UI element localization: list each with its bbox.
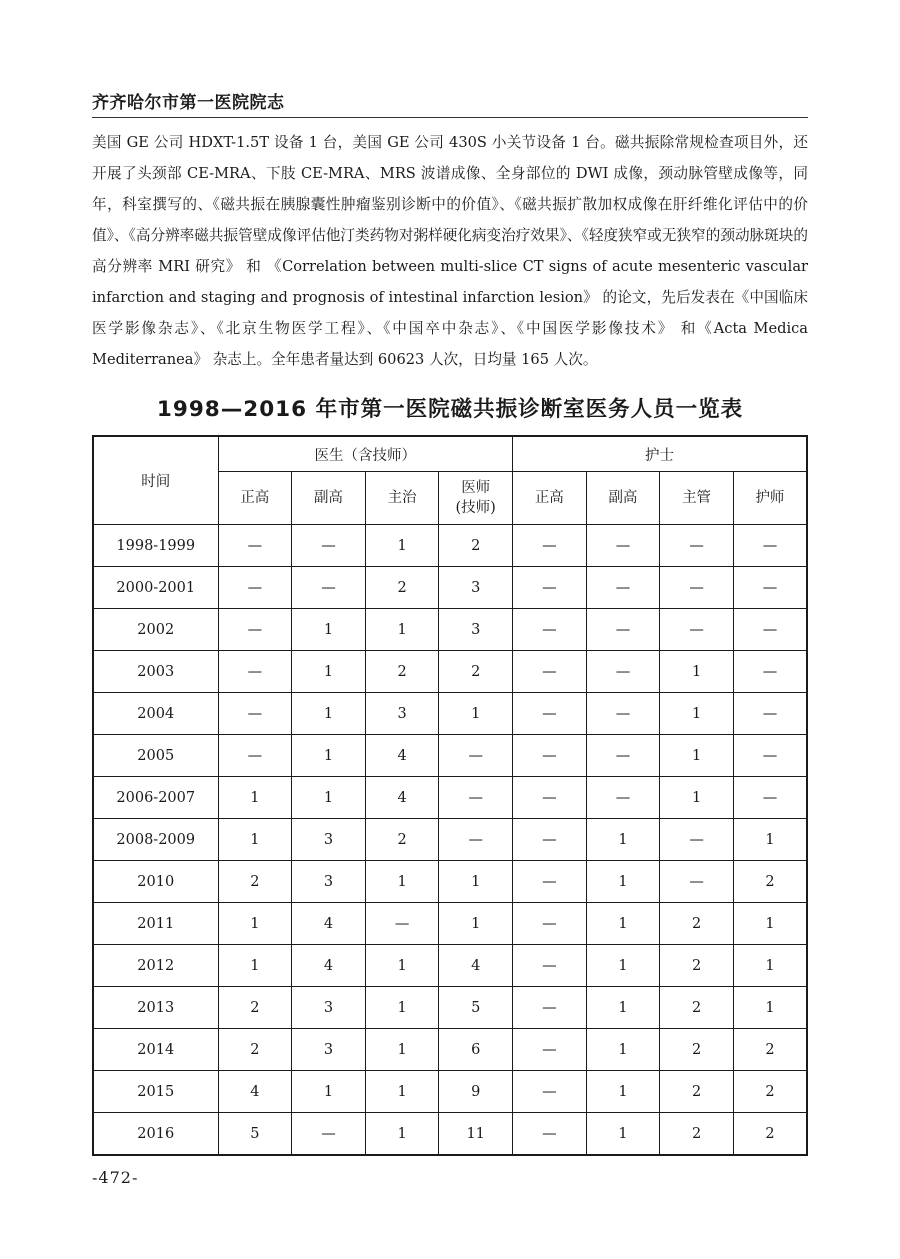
header-doctor-associate: 副高: [292, 472, 366, 525]
table-cell-count: 6: [439, 1029, 513, 1071]
table-cell-count: —: [292, 567, 366, 609]
staff-table: [92, 435, 808, 1156]
table-cell-period: 2002: [93, 609, 218, 651]
table-cell-count: 1: [733, 987, 807, 1029]
table-cell-count: 1: [586, 1113, 660, 1156]
table-cell-count: —: [292, 525, 366, 567]
table-cell-count: —: [218, 609, 292, 651]
table-cell-count: 2: [660, 1029, 734, 1071]
table-cell-period: 2012: [93, 945, 218, 987]
table-cell-count: 1: [292, 777, 366, 819]
table-cell-count: 1: [292, 735, 366, 777]
table-cell-count: —: [733, 525, 807, 567]
table-cell-count: 2: [218, 861, 292, 903]
table-cell-count: —: [513, 609, 587, 651]
table-cell-count: —: [513, 693, 587, 735]
table-cell-count: —: [733, 735, 807, 777]
table-cell-count: 1: [292, 609, 366, 651]
table-cell-count: —: [218, 525, 292, 567]
table-cell-count: —: [660, 861, 734, 903]
table-cell-count: 1: [733, 945, 807, 987]
header-doctor-senior: 正高: [218, 472, 292, 525]
table-cell-count: —: [513, 735, 587, 777]
table-cell-count: 4: [365, 777, 439, 819]
table-cell-count: 4: [439, 945, 513, 987]
table-cell-period: 2016: [93, 1113, 218, 1156]
table-cell-count: 1: [365, 609, 439, 651]
table-cell-count: 1: [586, 1029, 660, 1071]
table-cell-count: 1: [586, 861, 660, 903]
table-cell-period: 2014: [93, 1029, 218, 1071]
table-cell-count: 1: [218, 777, 292, 819]
table-row: [93, 819, 807, 861]
table-row: [93, 1029, 807, 1071]
table-cell-count: 3: [439, 609, 513, 651]
table-cell-count: 1: [733, 903, 807, 945]
table-cell-count: 1: [365, 945, 439, 987]
table-cell-count: 1: [586, 903, 660, 945]
table-cell-count: —: [586, 693, 660, 735]
table-cell-count: —: [513, 819, 587, 861]
header-doctor-physician: 医师 (技师): [439, 472, 513, 525]
table-cell-count: 2: [660, 987, 734, 1029]
table-cell-period: 2011: [93, 903, 218, 945]
table-cell-count: —: [660, 819, 734, 861]
table-cell-count: 1: [365, 1029, 439, 1071]
table-cell-count: 3: [365, 693, 439, 735]
table-cell-period: 2008-2009: [93, 819, 218, 861]
table-row: [93, 1113, 807, 1156]
table-cell-count: —: [586, 525, 660, 567]
table-cell-count: —: [660, 525, 734, 567]
table-cell-count: 1: [660, 777, 734, 819]
table-cell-count: —: [586, 567, 660, 609]
body-text: [92, 127, 808, 375]
table-cell-count: 1: [660, 735, 734, 777]
table-row: [93, 693, 807, 735]
table-cell-period: 2006-2007: [93, 777, 218, 819]
table-cell-count: 1: [292, 693, 366, 735]
table-cell-period: 2013: [93, 987, 218, 1029]
table-cell-count: 2: [218, 1029, 292, 1071]
table-cell-count: 1: [586, 1071, 660, 1113]
table-row: [93, 987, 807, 1029]
table-cell-count: —: [733, 693, 807, 735]
running-header-title: 齐齐哈尔市第一医院院志: [92, 93, 285, 113]
table-cell-count: —: [513, 903, 587, 945]
table-row: [93, 735, 807, 777]
table-row: [93, 651, 807, 693]
table-cell-count: —: [513, 1071, 587, 1113]
table-cell-count: —: [365, 903, 439, 945]
table-cell-count: 1: [733, 819, 807, 861]
table-cell-count: —: [513, 987, 587, 1029]
table-row: [93, 609, 807, 651]
table-cell-count: —: [218, 735, 292, 777]
table-cell-count: 2: [733, 1071, 807, 1113]
table-cell-count: —: [218, 651, 292, 693]
table-cell-count: —: [218, 567, 292, 609]
table-cell-count: —: [660, 567, 734, 609]
table-cell-count: 2: [365, 567, 439, 609]
table-cell-count: 2: [733, 1113, 807, 1156]
table-cell-period: 1998-1999: [93, 525, 218, 567]
table-cell-count: 2: [365, 651, 439, 693]
table-cell-count: 1: [660, 651, 734, 693]
table-cell-period: 2005: [93, 735, 218, 777]
table-cell-count: 4: [292, 945, 366, 987]
table-cell-count: 11: [439, 1113, 513, 1156]
table-cell-count: 3: [292, 819, 366, 861]
page-number: -472-: [92, 1168, 139, 1187]
header-time: 时间: [93, 436, 218, 525]
table-cell-count: 2: [660, 1071, 734, 1113]
table-cell-count: 1: [365, 1071, 439, 1113]
table-cell-count: 1: [365, 1113, 439, 1156]
table-cell-count: 4: [365, 735, 439, 777]
table-cell-count: 1: [218, 945, 292, 987]
header-nurse-practitioner: 护师: [733, 472, 807, 525]
table-cell-count: —: [513, 1029, 587, 1071]
table-cell-count: 3: [292, 987, 366, 1029]
table-cell-count: 2: [733, 1029, 807, 1071]
table-row: [93, 945, 807, 987]
table-cell-count: 1: [365, 525, 439, 567]
table-cell-count: —: [513, 651, 587, 693]
table-cell-count: 1: [586, 987, 660, 1029]
table-header-row: [93, 436, 807, 472]
table-cell-count: 3: [439, 567, 513, 609]
table-cell-count: 4: [292, 903, 366, 945]
table-cell-count: 1: [218, 819, 292, 861]
table-cell-count: 1: [586, 945, 660, 987]
header-nurse-associate: 副高: [586, 472, 660, 525]
header-nurses-group: 护士: [513, 436, 808, 472]
header-nurse-senior: 正高: [513, 472, 587, 525]
table-cell-count: —: [586, 777, 660, 819]
table-cell-count: 5: [218, 1113, 292, 1156]
table-cell-count: —: [733, 777, 807, 819]
table-cell-count: —: [660, 609, 734, 651]
table-cell-count: 5: [439, 987, 513, 1029]
table-cell-count: —: [439, 819, 513, 861]
table-cell-count: 1: [365, 987, 439, 1029]
table-cell-count: —: [513, 567, 587, 609]
table-cell-count: —: [733, 567, 807, 609]
table-cell-count: 9: [439, 1071, 513, 1113]
table-cell-count: 1: [586, 819, 660, 861]
table-cell-count: 1: [439, 903, 513, 945]
table-cell-count: —: [513, 525, 587, 567]
table-cell-count: —: [292, 1113, 366, 1156]
table-cell-period: 2000-2001: [93, 567, 218, 609]
table-cell-count: —: [513, 861, 587, 903]
body-paragraph: 美国 GE 公司 HDXT-1.5T 设备 1 台，美国 GE 公司 430S 小关节设备 1 台。磁共振除常规检查项目外，还开展了头颈部 CE-MRA、下肢 CE-MRA、MRS 波谱成像、全身部位的 DWI 成像，颈动脉管壁成像等，同年，科室撰写的、《磁共振在胰腺囊性肿瘤鉴别诊断中的价值》、《磁共振扩散加权成像在肝纤维化评估中的价值》、《高分辨率磁共振管壁成像评估他汀类药物对粥样硬化病变治疗效果》、《轻度狭窄或无狭窄的颈动脉斑块的高分辨率 MRI 研究》 和 《Correlation between multi-slice CT signs of acute mesenteric vascular infarction and staging and prognosis of intestinal infarction lesion》 的论文，先后发表在《中国临床医学影像杂志》、《北京生物医学工程》、《中国卒中杂志》、《中国医学影像技术》 和《Acta Medica Mediterranea》 杂志上。全年患者量达到 60623 人次，日均量 165 人次。: [92, 134, 808, 368]
table-cell-count: 2: [218, 987, 292, 1029]
table-cell-period: 2015: [93, 1071, 218, 1113]
table-cell-count: 2: [439, 651, 513, 693]
table-cell-period: 2004: [93, 693, 218, 735]
table-title: 1998—2016 年市第一医院磁共振诊断室医务人员一览表: [156, 397, 744, 422]
table-cell-count: —: [218, 693, 292, 735]
table-row: [93, 777, 807, 819]
table-body: [93, 525, 807, 1156]
table-cell-count: —: [439, 777, 513, 819]
header-nurse-supervisor: 主管: [660, 472, 734, 525]
table-row: [93, 567, 807, 609]
header-doctors-group: 医生（含技师）: [218, 436, 513, 472]
table-cell-count: 2: [365, 819, 439, 861]
table-cell-count: 3: [292, 1029, 366, 1071]
table-cell-count: —: [439, 735, 513, 777]
header-doctor-attending: 主治: [365, 472, 439, 525]
table-cell-count: —: [513, 1113, 587, 1156]
table-cell-count: 2: [660, 945, 734, 987]
table-cell-count: 1: [439, 861, 513, 903]
table-cell-count: 1: [292, 651, 366, 693]
table-cell-count: 3: [292, 861, 366, 903]
table-cell-count: —: [733, 609, 807, 651]
table-cell-count: 1: [439, 693, 513, 735]
table-cell-count: 1: [365, 861, 439, 903]
table-row: [93, 1071, 807, 1113]
header-rule: [92, 117, 808, 118]
table-cell-count: 4: [218, 1071, 292, 1113]
table-cell-count: —: [733, 651, 807, 693]
table-cell-count: 1: [218, 903, 292, 945]
table-cell-count: 2: [439, 525, 513, 567]
table-cell-count: 2: [733, 861, 807, 903]
table-cell-count: —: [513, 945, 587, 987]
table-cell-count: 1: [292, 1071, 366, 1113]
table-cell-count: —: [513, 777, 587, 819]
table-cell-count: —: [586, 651, 660, 693]
table-cell-period: 2003: [93, 651, 218, 693]
table-row: [93, 903, 807, 945]
table-cell-count: —: [586, 609, 660, 651]
table-row: [93, 861, 807, 903]
table-cell-period: 2010: [93, 861, 218, 903]
table-cell-count: 1: [660, 693, 734, 735]
table-cell-count: 2: [660, 1113, 734, 1156]
table-row: [93, 525, 807, 567]
table-cell-count: —: [586, 735, 660, 777]
table-cell-count: 2: [660, 903, 734, 945]
